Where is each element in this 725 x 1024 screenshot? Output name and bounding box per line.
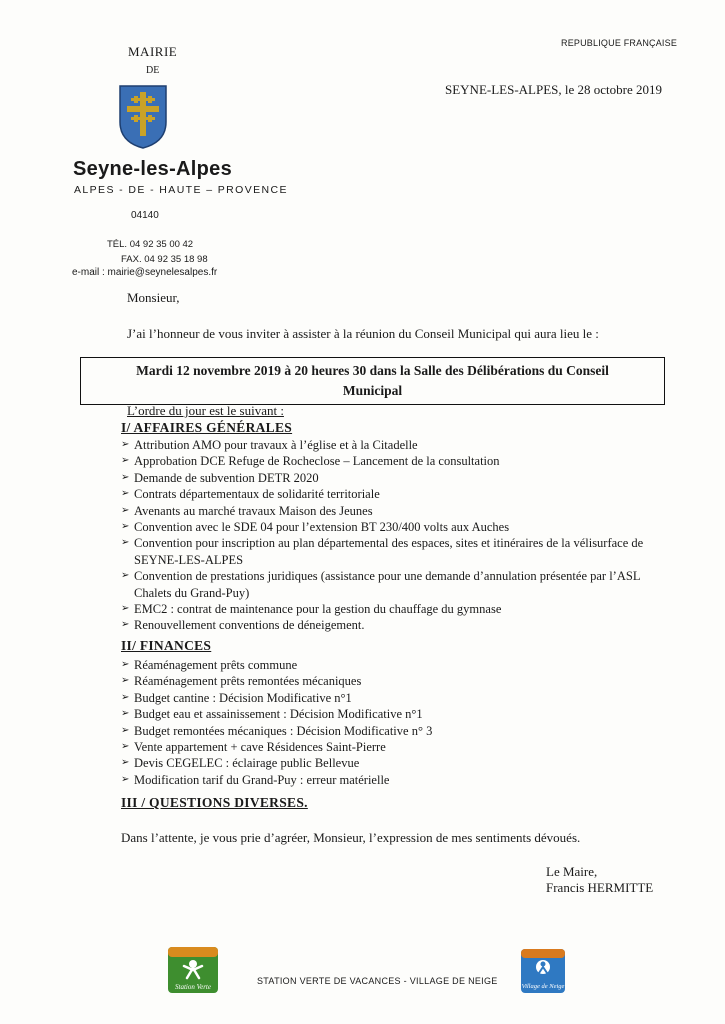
arrow-bullet-icon: ➢ <box>121 757 130 769</box>
place-date: SEYNE-LES-ALPES, le 28 octobre 2019 <box>445 82 663 97</box>
list-item: ➢ Renouvellement conventions de déneigement. <box>121 618 365 633</box>
list-item: ➢ Avenants au marché travaux Maison des Jeunes <box>121 503 373 518</box>
closing-paragraph: Dans l’attente, je vous prie d’agréer, Monsieur, l’expression de mes sentiments dévoués. <box>121 830 581 845</box>
town-crest-icon <box>118 84 168 150</box>
list-item: ➢ Convention de prestations juridiques (assistance pour une demande d’annulation présentée par l’ASL Chalets du Grand-Puy) <box>121 569 640 600</box>
village-de-neige-logo-icon <box>520 948 566 994</box>
list-item: ➢ EMC2 : contrat de maintenance pour la gestion du chauffage du gymnase <box>121 602 502 617</box>
svg-text:Station Verte: Station Verte <box>175 983 211 991</box>
republique-label: REPUBLIQUE FRANÇAISE <box>561 38 678 48</box>
arrow-bullet-icon: ➢ <box>121 773 130 785</box>
arrow-bullet-icon: ➢ <box>121 603 130 615</box>
list-item: ➢ Budget remontées mécaniques : Décision Modificative n° 3 <box>121 723 433 738</box>
svg-text:Village de Neige: Village de Neige <box>521 983 565 990</box>
meeting-line-1: Mardi 12 novembre 2019 à 20 heures 30 dans la Salle des Délibérations du Conseil <box>136 363 609 378</box>
postal-code: 04140 <box>131 210 159 221</box>
arrow-bullet-icon: ➢ <box>121 741 130 753</box>
arrow-bullet-icon: ➢ <box>121 471 130 483</box>
mairie-label: MAIRIE <box>128 44 178 59</box>
region-label: ALPES - DE - HAUTE – PROVENCE <box>74 184 288 196</box>
station-verte-logo-icon <box>167 946 219 994</box>
arrow-bullet-icon: ➢ <box>121 455 130 467</box>
meeting-line-2: Municipal <box>342 383 403 398</box>
section-title-affaires-generales: I/ AFFAIRES GÉNÉRALES <box>121 420 293 435</box>
section-title-finances: II/ FINANCES <box>121 638 212 653</box>
signature-name: Francis HERMITTE <box>546 880 654 895</box>
list-item: ➢ Attribution AMO pour travaux à l’église et à la Citadelle <box>121 438 418 452</box>
arrow-bullet-icon: ➢ <box>121 504 130 516</box>
telephone: TÉL. 04 92 35 00 42 <box>107 239 194 250</box>
list-item: ➢ Budget cantine : Décision Modificative n°1 <box>121 690 352 705</box>
footer-text: STATION VERTE DE VACANCES - VILLAGE DE NEIGE <box>257 976 498 986</box>
email: e-mail : mairie@seynelesalpes.fr <box>72 267 218 278</box>
arrow-bullet-icon: ➢ <box>121 724 130 736</box>
town-name: Seyne-les-Alpes <box>73 158 233 180</box>
agenda-list-affaires-generales <box>121 437 651 634</box>
agenda-intro: L’ordre du jour est le suivant : <box>127 403 284 418</box>
list-item: ➢ Modification tarif du Grand-Puy : erreur matérielle <box>121 772 390 787</box>
list-item: ➢ Réaménagement prêts remontées mécaniques <box>121 674 362 689</box>
list-item: ➢ Réaménagement prêts commune <box>121 658 298 672</box>
list-item: ➢ Convention pour inscription au plan départemental des espaces, sites et itinéraires de la vélisurface de SEYNE-LES-ALPES <box>121 536 644 567</box>
list-item: ➢ Devis CEGELEC : éclairage public Bellevue <box>121 756 360 771</box>
fax: FAX. 04 92 35 18 98 <box>121 254 208 265</box>
salutation: Monsieur, <box>127 290 180 305</box>
arrow-bullet-icon: ➢ <box>121 675 130 687</box>
list-item: ➢ Contrats départementaux de solidarité territoriale <box>121 487 380 502</box>
signature-title: Le Maire, <box>546 864 598 879</box>
arrow-bullet-icon: ➢ <box>121 521 130 533</box>
arrow-bullet-icon: ➢ <box>121 691 130 703</box>
list-item: ➢ Approbation DCE Refuge de Rocheclose – Lancement de la consultation <box>121 454 500 469</box>
list-item: ➢ Vente appartement + cave Résidences Saint-Pierre <box>121 740 386 755</box>
arrow-bullet-icon: ➢ <box>121 708 130 720</box>
list-item: ➢ Convention avec le SDE 04 pour l’extension BT 230/400 volts aux Auches <box>121 520 510 535</box>
arrow-bullet-icon: ➢ <box>121 570 130 582</box>
arrow-bullet-icon: ➢ <box>121 537 130 549</box>
list-item: ➢ Demande de subvention DETR 2020 <box>121 470 319 485</box>
de-label: DE <box>146 65 160 76</box>
arrow-bullet-icon: ➢ <box>121 659 130 670</box>
arrow-bullet-icon: ➢ <box>121 619 130 631</box>
agenda-list-finances <box>121 657 651 788</box>
arrow-bullet-icon: ➢ <box>121 439 130 450</box>
arrow-bullet-icon: ➢ <box>121 488 130 500</box>
list-item: ➢ Budget eau et assainissement : Décision Modificative n°1 <box>121 707 423 722</box>
meeting-box <box>80 357 665 405</box>
section-title-questions-diverses: III / QUESTIONS DIVERSES. <box>121 795 308 810</box>
intro-paragraph: J’ai l’honneur de vous inviter à assister à la réunion du Conseil Municipal qui aura lieu le : <box>127 326 599 341</box>
